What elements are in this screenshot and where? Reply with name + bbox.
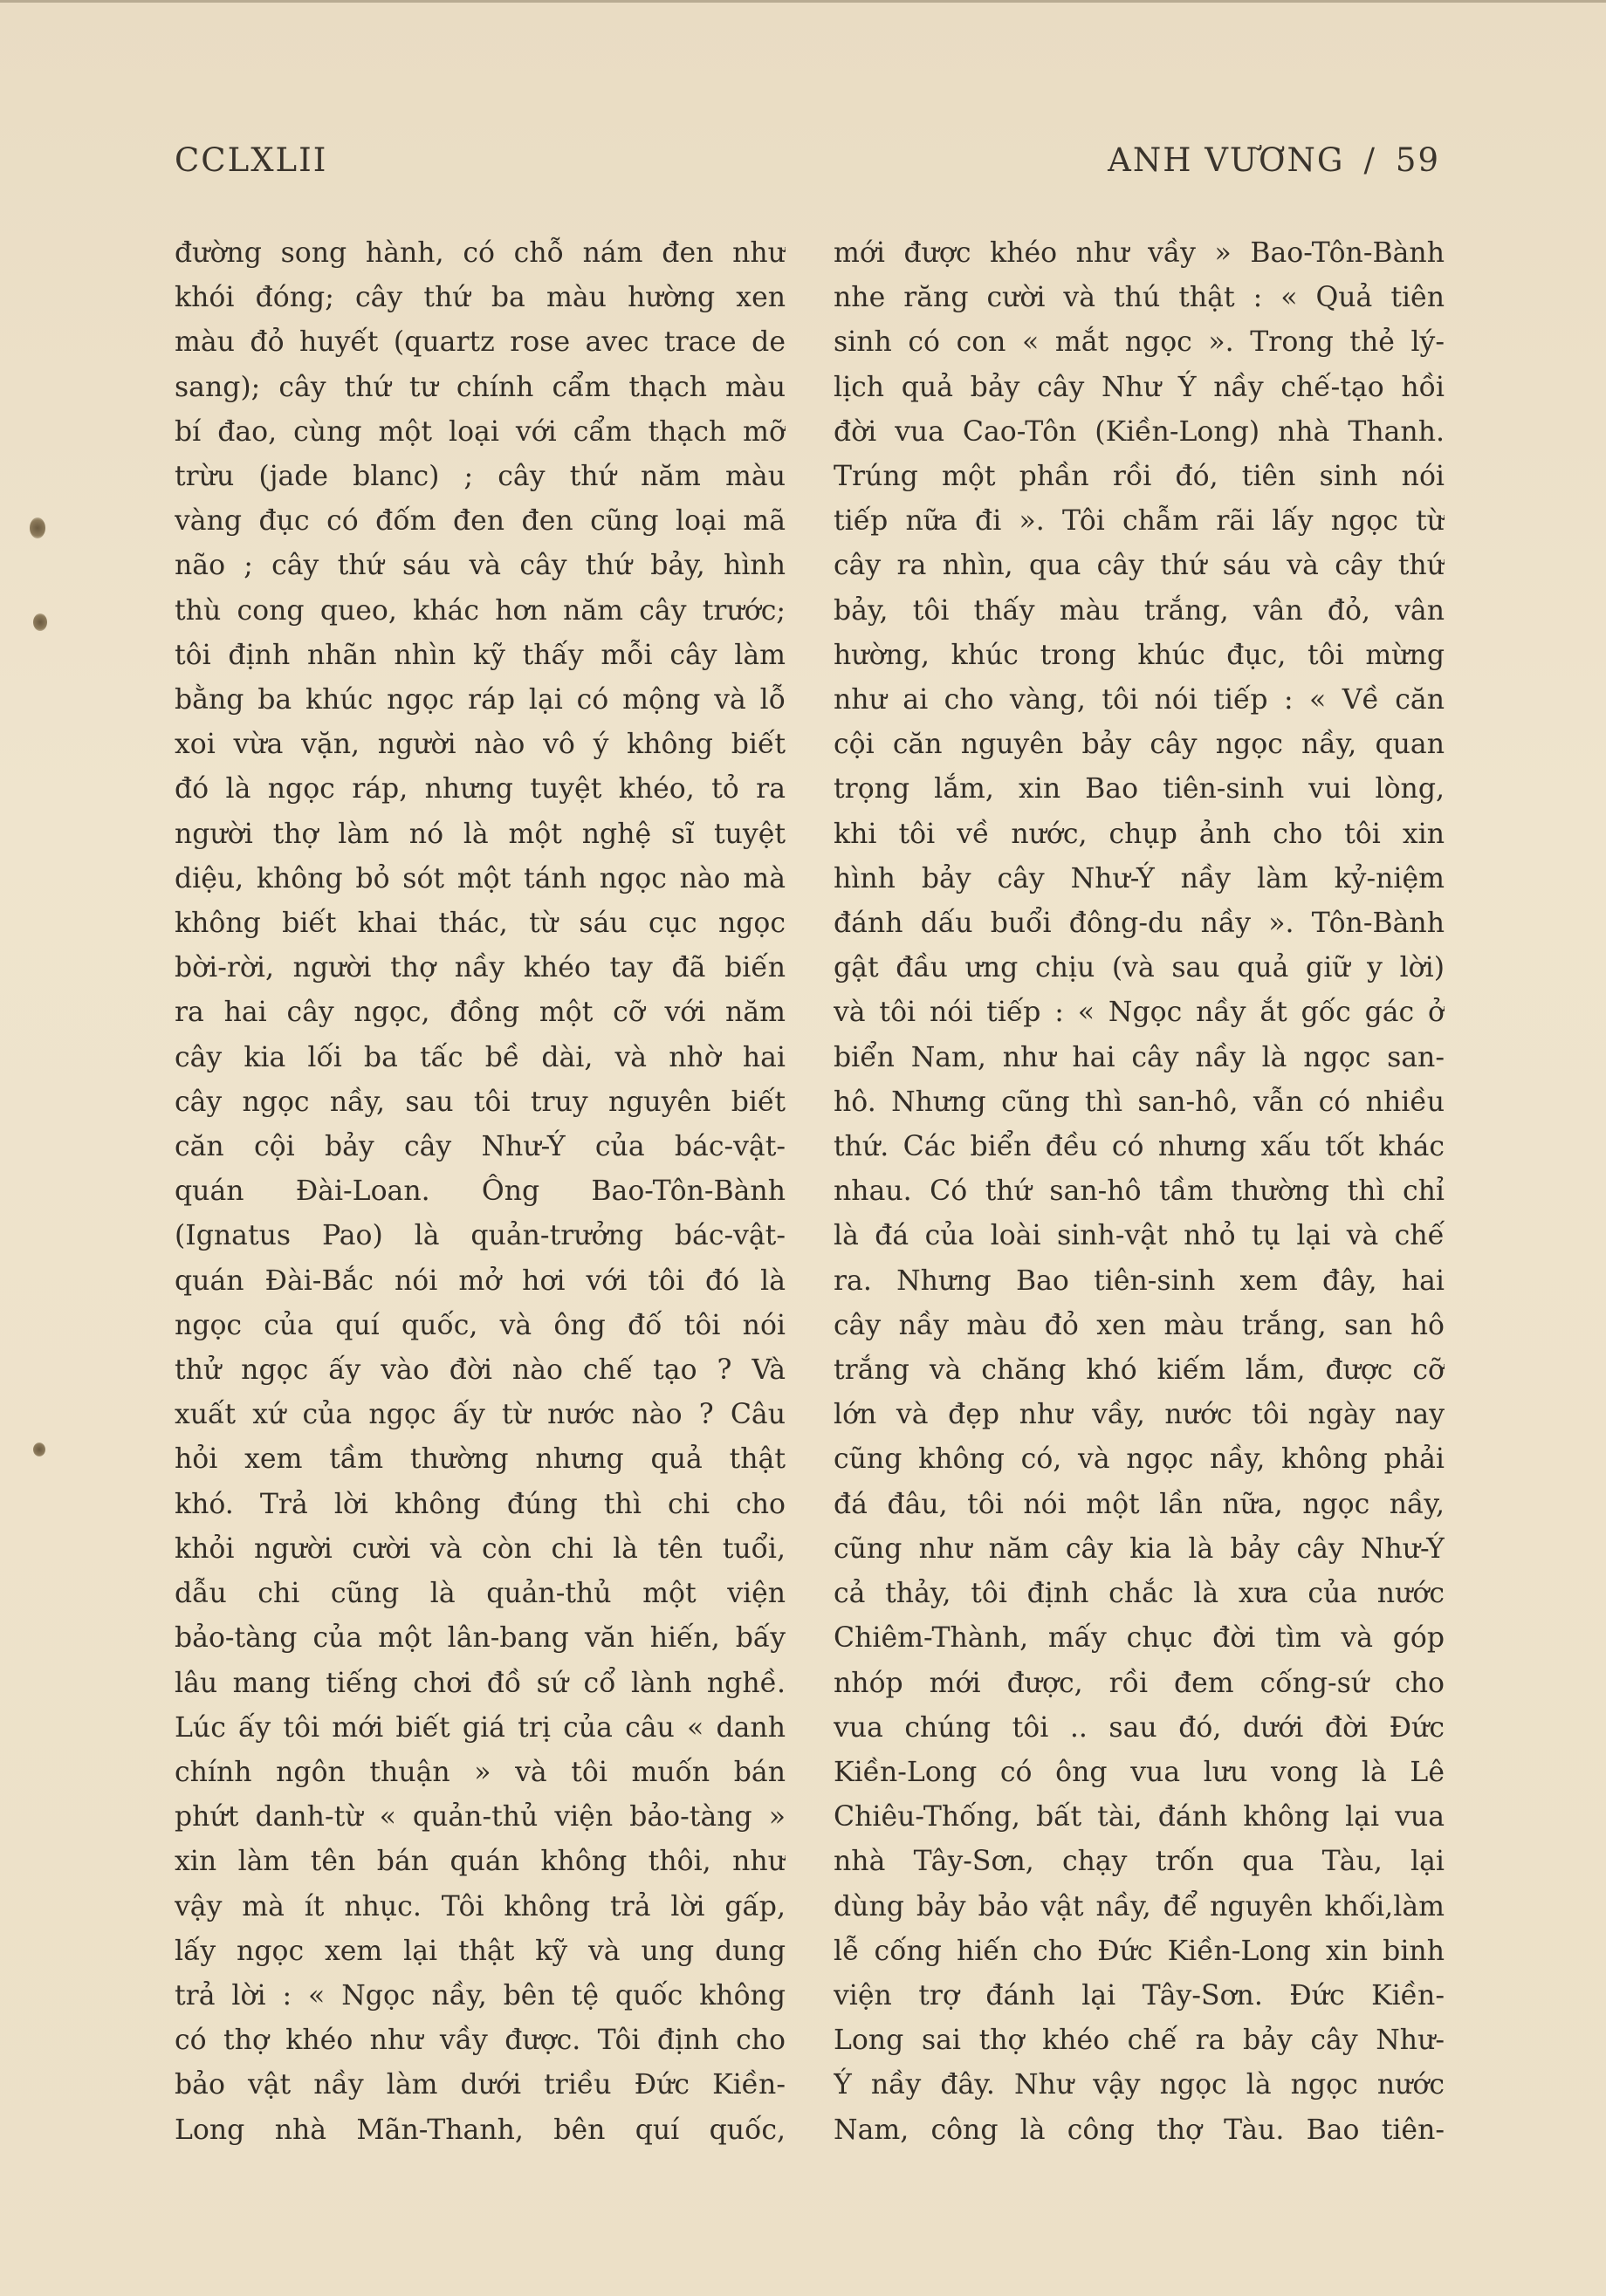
text-line: lâu mang tiếng chơi đồ sứ cổ lành nghề. [175,1667,786,1699]
text-line: bời-rời, người thợ nầy khéo tay đã biến [175,952,786,984]
text-line: ra. Nhưng Bao tiên-sinh xem đây, hai [834,1265,1445,1297]
text-line: gật đầu ưng chịu (và sau quả giữ y lời) [834,952,1445,984]
text-line: thứ. Các biển đều có nhưng xấu tốt khác [834,1131,1445,1163]
text-line: bí đao, cùng một loại với cẩm thạch mỡ [175,415,786,448]
text-line: lớn và đẹp như vầy, nước tôi ngày nay [834,1399,1445,1431]
text-line: cũng không có, và ngọc nầy, không phải [834,1443,1445,1476]
text-line: hình bảy cây Như-Ý nầy làm kỷ-niệm [834,862,1445,894]
text-line: Ý nầy đây. Như vậy ngọc là ngọc nước [834,2069,1445,2101]
text-line: bảo-tàng của một lân-bang văn hiến, bấy [175,1622,786,1655]
text-line: viện trợ đánh lại Tây-Sơn. Đức Kiền- [834,1979,1445,2012]
text-line: như ai cho vàng, tôi nói tiếp : « Về căn [834,684,1445,716]
text-line: có thợ khéo như vầy được. Tôi định cho [175,2025,786,2057]
text-line: khi tôi về nước, chụp ảnh cho tôi xin [834,818,1445,850]
text-line: lấy ngọc xem lại thật kỹ và ung dung [175,1935,786,1967]
text-line: khói đóng; cây thứ ba màu hường xen [175,282,786,314]
text-line: xoi vừa vặn, người nào vô ý không biết [175,729,786,761]
text-line: Chiêm-Thành, mấy chục đời tìm và góp [834,1622,1445,1655]
text-line: Nam, công là công thợ Tàu. Bao tiên- [834,2114,1445,2146]
text-line: đường song hành, có chỗ nám đen như [175,237,786,269]
text-line: căn cội bảy cây Như-Ý của bác-vật- [175,1131,786,1163]
text-line: thù cong queo, khác hơn năm cây trước; [175,594,786,627]
text-line: nhà Tây-Sơn, chạy trốn qua Tàu, lại [834,1846,1445,1878]
text-line: quán Đài-Loan. Ông Bao-Tôn-Bành [175,1175,786,1208]
text-line: nhau. Có thứ san-hô tầm thường thì chỉ [834,1175,1445,1208]
text-line: trừu (jade blanc) ; cây thứ năm màu [175,461,786,493]
text-line: hỏi xem tầm thường nhưng quả thật [175,1443,786,1476]
text-line: hường, khúc trong khúc đục, tôi mừng [834,639,1445,671]
text-line: phứt danh-từ « quản-thủ viện bảo-tàng » [175,1801,786,1833]
page-header [175,134,1440,186]
text-line: mới được khéo như vầy » Bao-Tôn-Bành [834,237,1445,269]
text-line: dùng bảy bảo vật nầy, để nguyên khối,làm [834,1890,1445,1922]
text-line: não ; cây thứ sáu và cây thứ bảy, hình [175,550,786,582]
text-line: (Ignatus Pao) là quản-trưởng bác-vật- [175,1220,786,1252]
text-line: là đá của loài sinh-vật nhỏ tụ lại và chế [834,1220,1445,1252]
text-line: trắng và chăng khó kiếm lắm, được cỡ [834,1354,1445,1387]
text-line: biển Nam, như hai cây nầy là ngọc san- [834,1041,1445,1073]
text-line: lịch quả bảy cây Như Ý nầy chế-tạo hồi [834,371,1445,403]
text-line: màu đỏ huyết (quartz rose avec trace de [175,326,786,359]
running-title [1088,141,1440,179]
text-line: xin làm tên bán quán không thôi, như [175,1846,786,1878]
left-column [175,231,786,2151]
text-line: ngọc của quí quốc, và ông đố tôi nói [175,1309,786,1341]
text-line: Chiêu-Thống, bất tài, đánh không lại vua [834,1801,1445,1833]
ink-spot [33,1443,45,1456]
text-line: đánh dấu buổi đông-du nầy ». Tôn-Bành [834,908,1445,940]
text-line: và tôi nói tiếp : « Ngọc nầy ắt gốc gác ở [834,997,1445,1029]
text-line: không biết khai thác, từ sáu cục ngọc [175,908,786,940]
page-number: 59 [1395,141,1440,179]
text-line: đó là ngọc ráp, nhưng tuyệt khéo, tỏ ra [175,773,786,805]
text-line: quán Đài-Bắc nói mở hơi với tôi đó là [175,1265,786,1297]
text-line: nhe răng cười và thú thật : « Quả tiên [834,282,1445,314]
text-line: chính ngôn thuận » và tôi muốn bán [175,1756,786,1788]
text-line: cây ra nhìn, qua cây thứ sáu và cây thứ [834,550,1445,582]
ink-spot [33,613,47,631]
text-line: bằng ba khúc ngọc ráp lại có mộng và lỗ [175,684,786,716]
text-line: bảy, tôi thấy màu trắng, vân đỏ, vân [834,594,1445,627]
running-title-text: ANH VƯƠNG [1108,141,1345,179]
text-line: diệu, không bỏ sót một tánh ngọc nào mà [175,862,786,894]
text-line: cũng như năm cây kia là bảy cây Như-Ý [834,1532,1445,1565]
text-line: cội căn nguyên bảy cây ngọc nầy, quan [834,729,1445,761]
text-line: vàng đục có đốm đen đen cũng loại mã [175,505,786,538]
text-line: tôi định nhãn nhìn kỹ thấy mỗi cây làm [175,639,786,671]
text-line: trả lời : « Ngọc nầy, bên tệ quốc không [175,1979,786,2012]
text-line: sang); cây thứ tư chính cẩm thạch màu [175,371,786,403]
text-line: người thợ làm nó là một nghệ sĩ tuyệt [175,818,786,850]
text-line: vậy mà ít nhục. Tôi không trả lời gấp, [175,1890,786,1922]
right-column [834,231,1445,2151]
chapter-number: CCLXLII [175,141,328,179]
text-line: cây nầy màu đỏ xen màu trắng, san hô [834,1309,1445,1341]
text-line: Kiền-Long có ông vua lưu vong là Lê [834,1756,1445,1788]
text-line: xuất xứ của ngọc ấy từ nước nào ? Câu [175,1399,786,1431]
text-line: Lúc ấy tôi mới biết giá trị của câu « danh [175,1711,786,1744]
text-line: thử ngọc ấy vào đời nào chế tạo ? Và [175,1354,786,1387]
text-columns [175,231,1445,2151]
text-line: cây ngọc nầy, sau tôi truy nguyên biết [175,1086,786,1118]
text-line: hô. Nhưng cũng thì san-hô, vẫn có nhiều [834,1086,1445,1118]
title-separator: / [1363,141,1376,179]
text-line: trọng lắm, xin Bao tiên-sinh vui lòng, [834,773,1445,805]
text-line: sinh có con « mắt ngọc ». Trong thẻ lý- [834,326,1445,359]
ink-spot [30,517,45,538]
text-line: dẫu chi cũng là quản-thủ một viện [175,1578,786,1610]
text-line: cả thảy, tôi định chắc là xưa của nước [834,1578,1445,1610]
text-line: khỏi người cười và còn chi là tên tuổi, [175,1532,786,1565]
text-line: ra hai cây ngọc, đồng một cỡ với năm [175,997,786,1029]
text-line: đời vua Cao-Tôn (Kiền-Long) nhà Thanh. [834,415,1445,448]
text-line: Long nhà Mãn-Thanh, bên quí quốc, [175,2114,786,2146]
text-line: tiếp nữa đi ». Tôi chẫm rãi lấy ngọc từ [834,505,1445,538]
text-line: khó. Trả lời không đúng thì chi cho [175,1488,786,1520]
text-line: Trúng một phần rồi đó, tiên sinh nói [834,461,1445,493]
text-line: lễ cống hiến cho Đức Kiền-Long xin binh [834,1935,1445,1967]
text-line: vua chúng tôi .. sau đó, dưới đời Đức [834,1711,1445,1744]
text-line: đá đâu, tôi nói một lần nữa, ngọc nầy, [834,1488,1445,1520]
text-line: Long sai thợ khéo chế ra bảy cây Như- [834,2025,1445,2057]
text-line: cây kia lối ba tấc bề dài, và nhờ hai [175,1041,786,1073]
text-line: nhóp mới được, rồi đem cống-sứ cho [834,1667,1445,1699]
text-line: bảo vật nầy làm dưới triều Đức Kiền- [175,2069,786,2101]
